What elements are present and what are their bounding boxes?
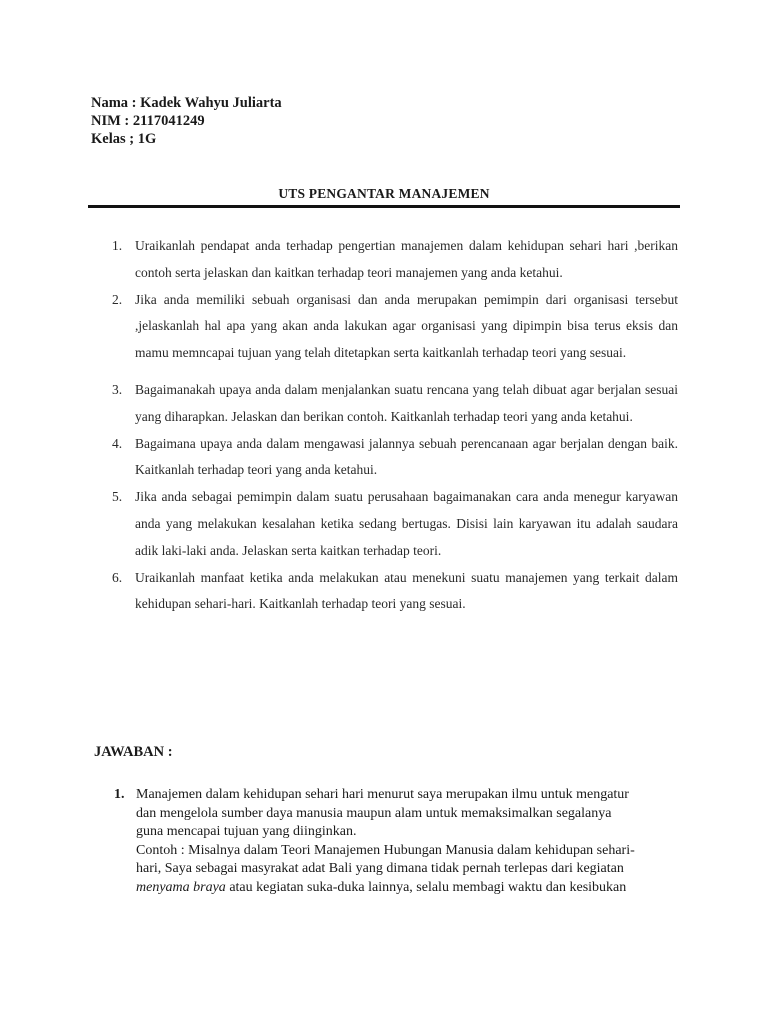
answer-body bbox=[136, 786, 680, 898]
document-title: UTS PENGANTAR MANAJEMEN bbox=[278, 186, 490, 201]
question-text: Jika anda memiliki sebuah organisasi dan anda merupakan pemimpin dari organisasi tersebut ,jelaskanlah hal apa yang akan anda lakukan agar organisasi yang dipimpin bisa terus eksis dan mamu memncapai tujuan yang telah ditetapkan serta kaitkanlah terhadap teori yang sesuai. bbox=[135, 291, 678, 361]
question-list bbox=[112, 233, 678, 618]
answers-heading: JAWABAN : bbox=[94, 744, 173, 760]
question-text: Jika anda sebagai pemimpin dalam suatu perusahaan bagaimanakan cara anda menegur karyawan anda yang melakukan kesalahan ketika sedang bertugas. Disisi lain karyawan itu adalah saudara adik laki-laki anda. Jelaskan serta kaitkan terhadap teori. bbox=[135, 489, 678, 558]
question-item bbox=[112, 287, 678, 367]
question-item bbox=[112, 565, 678, 619]
question-number: 5. bbox=[112, 489, 123, 505]
question-number: 3. bbox=[112, 381, 123, 397]
question-text: Uraikanlah manfaat ketika anda melakukan atau menekuni suatu manajemen yang terkait dalam kehidupan sehari-hari. Kaitkanlah terhadap teori yang sesuai. bbox=[135, 569, 678, 612]
question-item bbox=[112, 484, 678, 564]
student-class: Kelas ; 1G bbox=[91, 131, 157, 147]
answer-line: guna mencapai tujuan yang diinginkan. bbox=[136, 824, 357, 840]
question-text: Uraikanlah pendapat anda terhadap pengertian manajemen dalam kehidupan sehari hari ,berikan contoh serta jelaskan dan kaitkan terhadap teori manajemen yang anda ketahui. bbox=[135, 238, 678, 280]
student-identity bbox=[91, 94, 282, 148]
italic-term: menyama braya bbox=[136, 879, 226, 895]
answer-line bbox=[136, 879, 680, 898]
answer-item bbox=[114, 786, 680, 898]
student-nim: NIM : 2117041249 bbox=[91, 113, 205, 129]
question-number: 4. bbox=[112, 435, 123, 451]
question-item bbox=[112, 431, 678, 485]
question-item bbox=[112, 377, 678, 431]
title-divider bbox=[88, 205, 680, 208]
answer-line: Contoh : Misalnya dalam Teori Manajemen Hubungan Manusia dalam kehidupan sehari- bbox=[136, 842, 635, 858]
answer-number: 1. bbox=[114, 787, 125, 802]
question-number: 2. bbox=[112, 291, 123, 307]
answer-line: hari, Saya sebagai masyrakat adat Bali yang dimana tidak pernah terlepas dari kegiatan bbox=[136, 861, 624, 877]
student-name: Nama : Kadek Wahyu Juliarta bbox=[91, 95, 282, 111]
question-number: 1. bbox=[112, 238, 123, 253]
question-text: Bagaimana upaya anda dalam mengawasi jalannya sebuah perencanaan agar berjalan dengan baik. Kaitkanlah terhadap teori yang anda ketahui. bbox=[135, 435, 678, 478]
question-item bbox=[112, 233, 678, 287]
question-text: Bagaimanakah upaya anda dalam menjalankan suatu rencana yang telah dibuat agar berjalan sesuai yang diharapkan. Jelaskan dan berikan contoh. Kaitkanlah terhadap teori yang anda ketahui. bbox=[135, 381, 678, 424]
question-number: 6. bbox=[112, 569, 123, 585]
answer-line: dan mengelola sumber daya manusia maupun alam untuk memaksimalkan segalanya bbox=[136, 805, 612, 821]
answer-line: Manajemen dalam kehidupan sehari hari menurut saya merupakan ilmu untuk mengatur bbox=[136, 787, 629, 802]
answer-line-rest: atau kegiatan suka-duka lainnya, selalu membagi waktu dan kesibukan bbox=[225, 879, 627, 895]
